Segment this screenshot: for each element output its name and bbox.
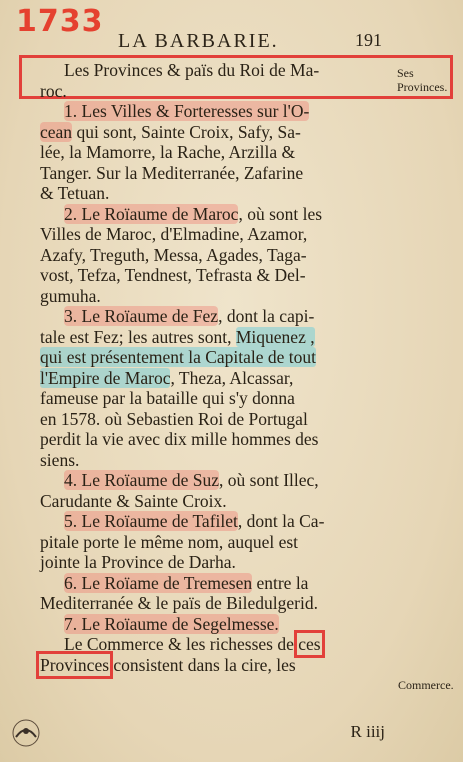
- text-line: en 1578. où Sebastien Roi de Portugal: [40, 408, 308, 429]
- text-span: , dont la Ca-: [237, 511, 325, 531]
- boxed-word-ces: ces: [298, 634, 321, 654]
- highlight-maroc: 2. Le Roïaume de Maroc: [64, 203, 239, 224]
- highlight-ocean: cean: [40, 121, 73, 142]
- text-line: Villes de Maroc, d'Elmadine, Azamor,: [40, 224, 308, 244]
- text-line: [40, 614, 394, 635]
- text-line: jointe la Province de Darha.: [40, 552, 236, 572]
- text-span: qui sont, Sainte Croix, Safy, Sa-: [72, 121, 301, 142]
- highlight-segelmesse: 7. Le Roïaume de Segelmesse.: [64, 613, 279, 634]
- text-line: [40, 347, 394, 368]
- highlight-miquenez: Miquenez ,: [235, 326, 315, 347]
- text-line: [40, 327, 394, 348]
- text-span: , où sont Illec,: [219, 470, 319, 490]
- signature-mark: R iiij: [350, 722, 385, 741]
- text-line: Carudante & Sainte Croix.: [40, 490, 227, 511]
- text-span: , où sont les: [238, 203, 323, 224]
- text-line: lée, la Mamorre, la Rache, Arzilla &: [40, 142, 296, 162]
- text-line: [40, 368, 394, 389]
- text-line: perdit la vie avec dix mille hommes des: [40, 429, 319, 449]
- text-line: [40, 101, 394, 122]
- text-line: [40, 573, 394, 594]
- text-line: vost, Tefza, Tendnest, Tefrasta & Del-: [40, 265, 306, 285]
- text-line: gumuha.: [40, 285, 101, 306]
- highlight-capitale: qui est présentement la Capitale de tout: [40, 347, 317, 367]
- text-line: [40, 511, 394, 532]
- text-line: & Tetuan.: [40, 183, 110, 203]
- watermark-logo-icon: [6, 715, 46, 755]
- text-line: [40, 306, 394, 327]
- text-line: Azafy, Treguth, Messa, Agades, Taga-: [40, 244, 307, 265]
- highlight-suz: 4. Le Roïaume de Suz: [64, 470, 220, 490]
- title-line: Les Provinces & païs du Roi de Ma-: [64, 60, 320, 80]
- body-text: [40, 60, 394, 675]
- text-line: [40, 634, 394, 655]
- text-span: , Theza, Alcassar,: [170, 367, 294, 388]
- margin-note-provinces: Ses Provinces.: [397, 66, 448, 94]
- text-span: tale est Fez; les autres sont,: [40, 326, 236, 347]
- boxed-word-provinces: Provinces: [40, 654, 110, 675]
- text-line: [40, 204, 394, 225]
- text-span: consistent dans la cire, les: [109, 654, 296, 675]
- margin-note-commerce: Commerce.: [398, 678, 454, 692]
- page-number: 191: [355, 30, 382, 50]
- text-span: , dont la capi-: [218, 306, 315, 326]
- text-line: [40, 655, 394, 676]
- highlight-tafilet: 5. Le Roïaume de Tafilet: [64, 511, 238, 531]
- highlight-empire: l'Empire de Maroc: [40, 367, 171, 388]
- year-label: 1733: [16, 4, 104, 39]
- text-span: Le Commerce & les richesses de: [64, 634, 299, 654]
- text-span: entre la: [252, 572, 309, 593]
- text-line: siens.: [40, 449, 80, 470]
- highlight-fez: 3. Le Roïaume de Fez: [64, 306, 219, 326]
- highlight-villes: 1. Les Villes & Forteresses sur l'O-: [64, 101, 310, 121]
- highlight-tremesen: 6. Le Roïame de Tremesen: [64, 572, 253, 593]
- text-line: fameuse par la bataille qui s'y donna: [40, 388, 295, 408]
- text-line: [40, 470, 394, 491]
- text-line: [40, 122, 394, 143]
- text-line: pitale porte le même nom, auquel est: [40, 531, 299, 552]
- title-line: roc.: [40, 80, 67, 101]
- running-title: LA BARBARIE.: [118, 30, 279, 52]
- text-line: Tanger. Sur la Mediterranée, Zafarine: [40, 162, 304, 183]
- text-line: Mediterranée & le païs de Biledulgerid.: [40, 593, 318, 613]
